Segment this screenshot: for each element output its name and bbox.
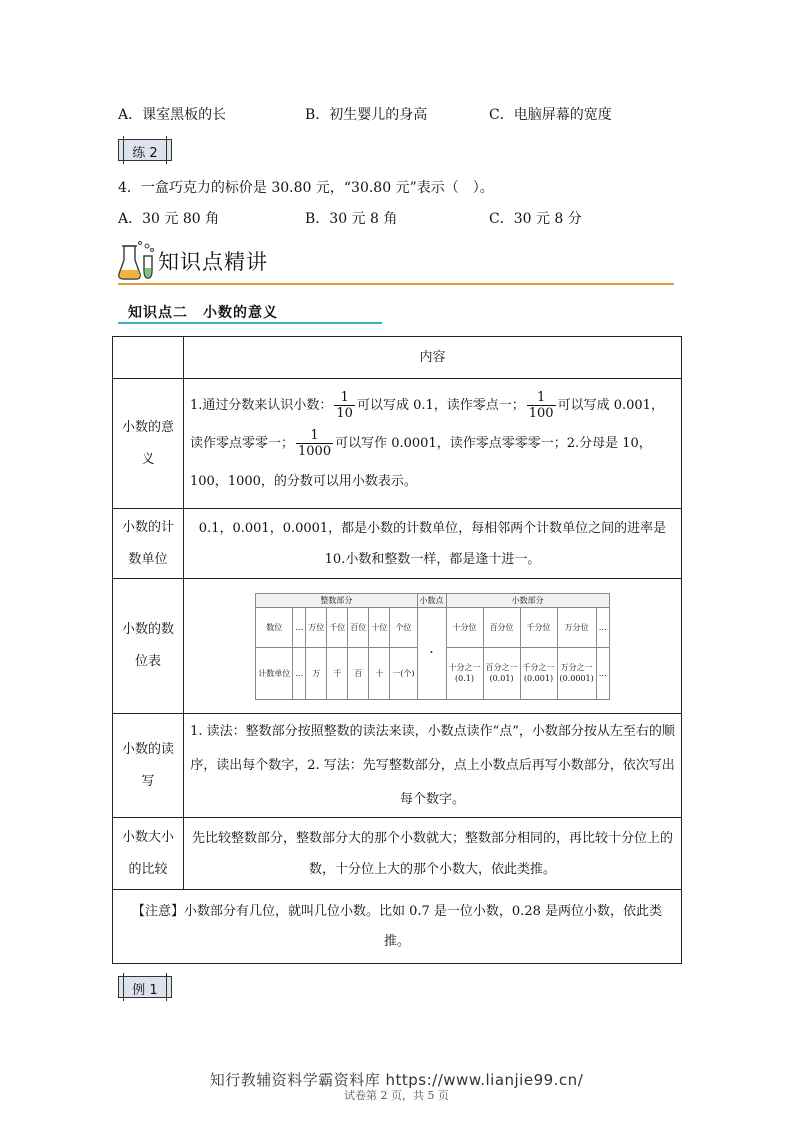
pv-dot-header: 小数点 xyxy=(417,593,446,607)
fraction-1-1000 xyxy=(296,428,333,459)
section-title: 知识点精讲 xyxy=(158,250,268,274)
pv-dec-unit xyxy=(483,647,520,699)
header-content-cell: 内容 xyxy=(184,337,682,379)
pv-dec-unit-text: 百分之一 xyxy=(485,663,518,672)
pv-unit: 百 xyxy=(348,647,369,699)
knowledge-point-underline xyxy=(118,322,382,324)
q3-option-a: A．课室黑板的长 xyxy=(118,107,227,123)
q4-option-c: C．30 元 8 分 xyxy=(489,211,582,227)
row-label: 小数的读写 xyxy=(113,714,184,818)
pv-dec-unit-text: 千分之一 xyxy=(522,663,555,672)
place-value-chart xyxy=(255,593,609,700)
knowledge-table xyxy=(112,336,682,964)
note-content: 【注意】小数部分有几位，就叫几位小数。比如 0.7 是一位小数，0.28 是两位小数，依此类推。 xyxy=(113,890,682,964)
row-label: 小数的意义 xyxy=(113,379,184,509)
table-row xyxy=(113,509,682,579)
row-content xyxy=(184,379,682,509)
watermark-text: 知行教辅资料学霸资料库 https://www.lianjie99.cn/ xyxy=(209,1071,584,1089)
q3-option-b: B．初生婴儿的身高 xyxy=(305,107,428,123)
pv-ellipsis: … xyxy=(596,607,609,647)
row-label: 小数大小的比较 xyxy=(113,818,184,890)
pv-dec-place: 万分位 xyxy=(557,607,596,647)
r1-text-1: 1.通过分数来认识小数： xyxy=(190,397,333,413)
pv-dec-place: 千分位 xyxy=(520,607,557,647)
table-row xyxy=(113,714,682,818)
fraction-denominator: 10 xyxy=(336,405,353,421)
table-row xyxy=(113,579,682,714)
example-1-text: 例 1 xyxy=(132,983,158,998)
pv-ellipsis: … xyxy=(293,607,306,647)
pv-unit: 十 xyxy=(369,647,390,699)
pv-dec-unit xyxy=(446,647,483,699)
pv-place: 千位 xyxy=(327,607,348,647)
fraction-denominator: 1000 xyxy=(298,443,332,459)
question-4: 4．一盒巧克力的标价是 30.80 元，“30.80 元”表示（ ）。 xyxy=(118,180,494,196)
pv-dec-unit-text: 万分之一 xyxy=(560,663,593,672)
pv-decimal-part: 小数部分 xyxy=(446,593,609,607)
pv-dec-value: (0.1) xyxy=(455,674,474,683)
place-value-cell xyxy=(184,579,682,714)
pv-integer-part: 整数部分 xyxy=(256,593,417,607)
fraction-numerator: 1 xyxy=(296,428,333,444)
pv-dec-place: 十分位 xyxy=(446,607,483,647)
r1-text-2: 可以写成 0.1，读作零点一； xyxy=(356,397,525,413)
pv-decimal-point: · xyxy=(417,607,446,699)
pv-place: 百位 xyxy=(348,607,369,647)
row-label: 小数的计数单位 xyxy=(113,509,184,579)
fraction-1-10 xyxy=(334,390,355,421)
pv-dec-unit xyxy=(557,647,596,699)
pv-place: 万位 xyxy=(306,607,327,647)
fraction-numerator: 1 xyxy=(334,390,355,406)
pv-place-label: 数位 xyxy=(256,607,293,647)
fraction-1-100 xyxy=(527,390,556,421)
q4-option-a: A．30 元 80 角 xyxy=(118,211,220,227)
page-footer: 试卷第 2 页，共 5 页 xyxy=(344,1089,449,1102)
fraction-numerator: 1 xyxy=(527,390,556,406)
row-content: 先比较整数部分，整数部分大的那个小数就大；整数部分相同的，再比较十分位上的数，十分位上大的那个小数大，依此类推。 xyxy=(184,818,682,890)
pv-dec-value: (0.001) xyxy=(523,674,554,683)
pv-place: 个位 xyxy=(390,607,417,647)
example-1-label xyxy=(118,976,172,998)
section-divider xyxy=(118,283,674,285)
pv-dec-unit xyxy=(520,647,557,699)
pv-unit: 一(个) xyxy=(390,647,417,699)
pv-dec-unit-text: 十分之一 xyxy=(448,663,481,672)
row-label: 小数的数位表 xyxy=(113,579,184,714)
pv-dec-value: (0.0001) xyxy=(559,674,594,683)
table-header-row xyxy=(113,337,682,379)
fraction-denominator: 100 xyxy=(528,405,554,421)
header-empty-cell xyxy=(113,337,184,379)
table-row xyxy=(113,379,682,509)
pv-dec-place: 百分位 xyxy=(483,607,520,647)
pv-unit: 万 xyxy=(306,647,327,699)
r1-text-4: 可以写作 0.0001，读作零点零零零一；2.分母是 10，100，1000，的分数可以用小数表示。 xyxy=(190,435,652,489)
pv-ellipsis: … xyxy=(596,647,609,699)
row-content: 1. 读法：整数部分按照整数的读法来读，小数点读作“点”，小数部分按从左至右的顺序，读出每个数字，2. 写法：先写整数部分，点上小数点后再写小数部分，依次写出每个数字。 xyxy=(184,714,682,818)
q3-option-c: C．电脑屏幕的宽度 xyxy=(489,107,612,123)
row-content: 0.1，0.001，0.0001，都是小数的计数单位，每相邻两个计数单位之间的进率是10.小数和整数一样，都是逢十进一。 xyxy=(184,509,682,579)
pv-unit: 千 xyxy=(327,647,348,699)
pv-ellipsis: … xyxy=(293,647,306,699)
flask-icon xyxy=(116,240,156,282)
pv-dec-value: (0.01) xyxy=(489,674,514,683)
r1-text-3: 可以写成 0.001，读作零点零零一； xyxy=(190,397,664,451)
practice-2-label xyxy=(118,139,172,161)
knowledge-point-title: 知识点二 小数的意义 xyxy=(128,305,278,321)
table-note-row xyxy=(113,890,682,964)
table-row xyxy=(113,818,682,890)
practice-2-text: 练 2 xyxy=(132,146,158,161)
q4-option-b: B．30 元 8 角 xyxy=(305,211,398,227)
pv-unit-label: 计数单位 xyxy=(256,647,293,699)
pv-place: 十位 xyxy=(369,607,390,647)
